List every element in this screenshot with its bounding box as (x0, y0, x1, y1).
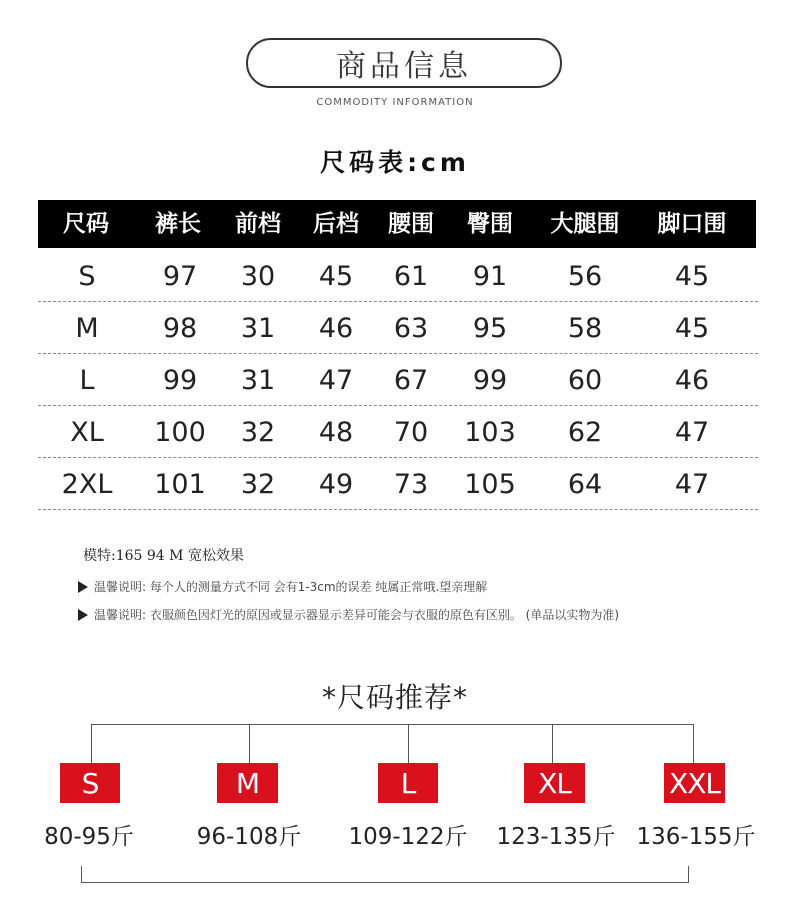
table-cell: 2XL (61, 469, 113, 500)
section-title-badge (246, 38, 562, 88)
recommendation-title: *尺码推荐* (321, 681, 468, 714)
size-box-m: M (217, 763, 278, 803)
table-cell: 64 (567, 469, 603, 500)
triangle-icon (78, 581, 88, 593)
weight-range: 136-155斤 (636, 824, 756, 850)
column-header: 臀围 (467, 211, 513, 237)
size-box-l: L (378, 763, 438, 803)
weight-range: 80-95斤 (44, 824, 134, 850)
table-cell: 95 (472, 313, 508, 344)
table-cell: 73 (393, 469, 429, 500)
tip-text: 温馨说明: 每个人的测量方式不同 会有1-3cm的误差 纯属正常哦.望亲理解 (94, 580, 488, 594)
connector-top-line (91, 724, 694, 725)
section-subtitle: COMMODITY INFORMATION (316, 97, 474, 108)
connector-line (91, 724, 92, 763)
table-cell: 31 (240, 365, 276, 396)
weight-range: 123-135斤 (496, 824, 616, 850)
connector-line (249, 724, 250, 763)
size-table-header (38, 200, 756, 248)
table-cell: 31 (240, 313, 276, 344)
table-cell: 49 (318, 469, 354, 500)
table-cell: 45 (674, 313, 710, 344)
size-box-xxl: XXL (664, 763, 725, 803)
column-header: 前档 (235, 211, 281, 237)
table-cell: 98 (162, 313, 198, 344)
table-cell: 45 (318, 261, 354, 292)
table-cell: 61 (393, 261, 429, 292)
table-row (0, 304, 790, 354)
table-cell: 47 (318, 365, 354, 396)
table-cell: 60 (567, 365, 603, 396)
table-cell: 46 (674, 365, 710, 396)
connector-line (552, 724, 553, 763)
table-cell: 97 (162, 261, 198, 292)
table-row (0, 408, 790, 458)
size-table-title: 尺码表:cm (320, 148, 470, 177)
bottom-bracket-line (81, 882, 689, 883)
model-note: 模特:165 94 M 宽松效果 (83, 548, 244, 564)
weight-range: 96-108斤 (196, 824, 302, 850)
weight-range: 109-122斤 (348, 824, 468, 850)
table-cell: 30 (240, 261, 276, 292)
column-header: 腰围 (388, 211, 434, 237)
table-cell: 91 (472, 261, 508, 292)
table-cell: 47 (674, 469, 710, 500)
table-cell: 32 (240, 469, 276, 500)
table-cell: S (78, 261, 96, 292)
tip-text: 温馨说明: 衣服颜色因灯光的原因或显示器显示差异可能会与衣服的原色有区别。 (单品以实物为准) (94, 608, 620, 622)
table-cell: 99 (162, 365, 198, 396)
table-cell: 105 (464, 469, 516, 500)
connector-line (408, 724, 409, 763)
column-header: 脚口围 (657, 211, 727, 237)
table-row (0, 460, 790, 510)
size-box-xl: XL (524, 763, 585, 803)
table-row (0, 356, 790, 406)
table-cell: L (79, 365, 95, 396)
connector-line (693, 724, 694, 763)
tip-note-measurement (78, 578, 487, 595)
bottom-bracket-right (688, 866, 689, 883)
size-box-s: S (60, 763, 120, 803)
table-cell: 103 (464, 417, 516, 448)
triangle-icon (78, 609, 88, 621)
table-cell: 101 (154, 469, 206, 500)
table-cell: 100 (154, 417, 206, 448)
tip-note-color (78, 606, 619, 623)
table-cell: 46 (318, 313, 354, 344)
table-cell: 45 (674, 261, 710, 292)
column-header: 尺码 (63, 211, 109, 237)
table-cell: 48 (318, 417, 354, 448)
column-header: 大腿围 (550, 211, 620, 237)
bottom-bracket-left (81, 866, 82, 883)
table-cell: 32 (240, 417, 276, 448)
table-cell: 47 (674, 417, 710, 448)
table-cell: 63 (393, 313, 429, 344)
section-title: 商品信息 (336, 49, 472, 84)
column-header: 裤长 (155, 211, 201, 237)
table-cell: XL (70, 417, 104, 448)
table-cell: 67 (393, 365, 429, 396)
table-cell: 56 (567, 261, 603, 292)
table-cell: 70 (393, 417, 429, 448)
table-cell: 62 (567, 417, 603, 448)
table-row (0, 252, 790, 302)
column-header: 后档 (313, 211, 359, 237)
table-cell: M (75, 313, 99, 344)
table-cell: 58 (567, 313, 603, 344)
table-cell: 99 (472, 365, 508, 396)
